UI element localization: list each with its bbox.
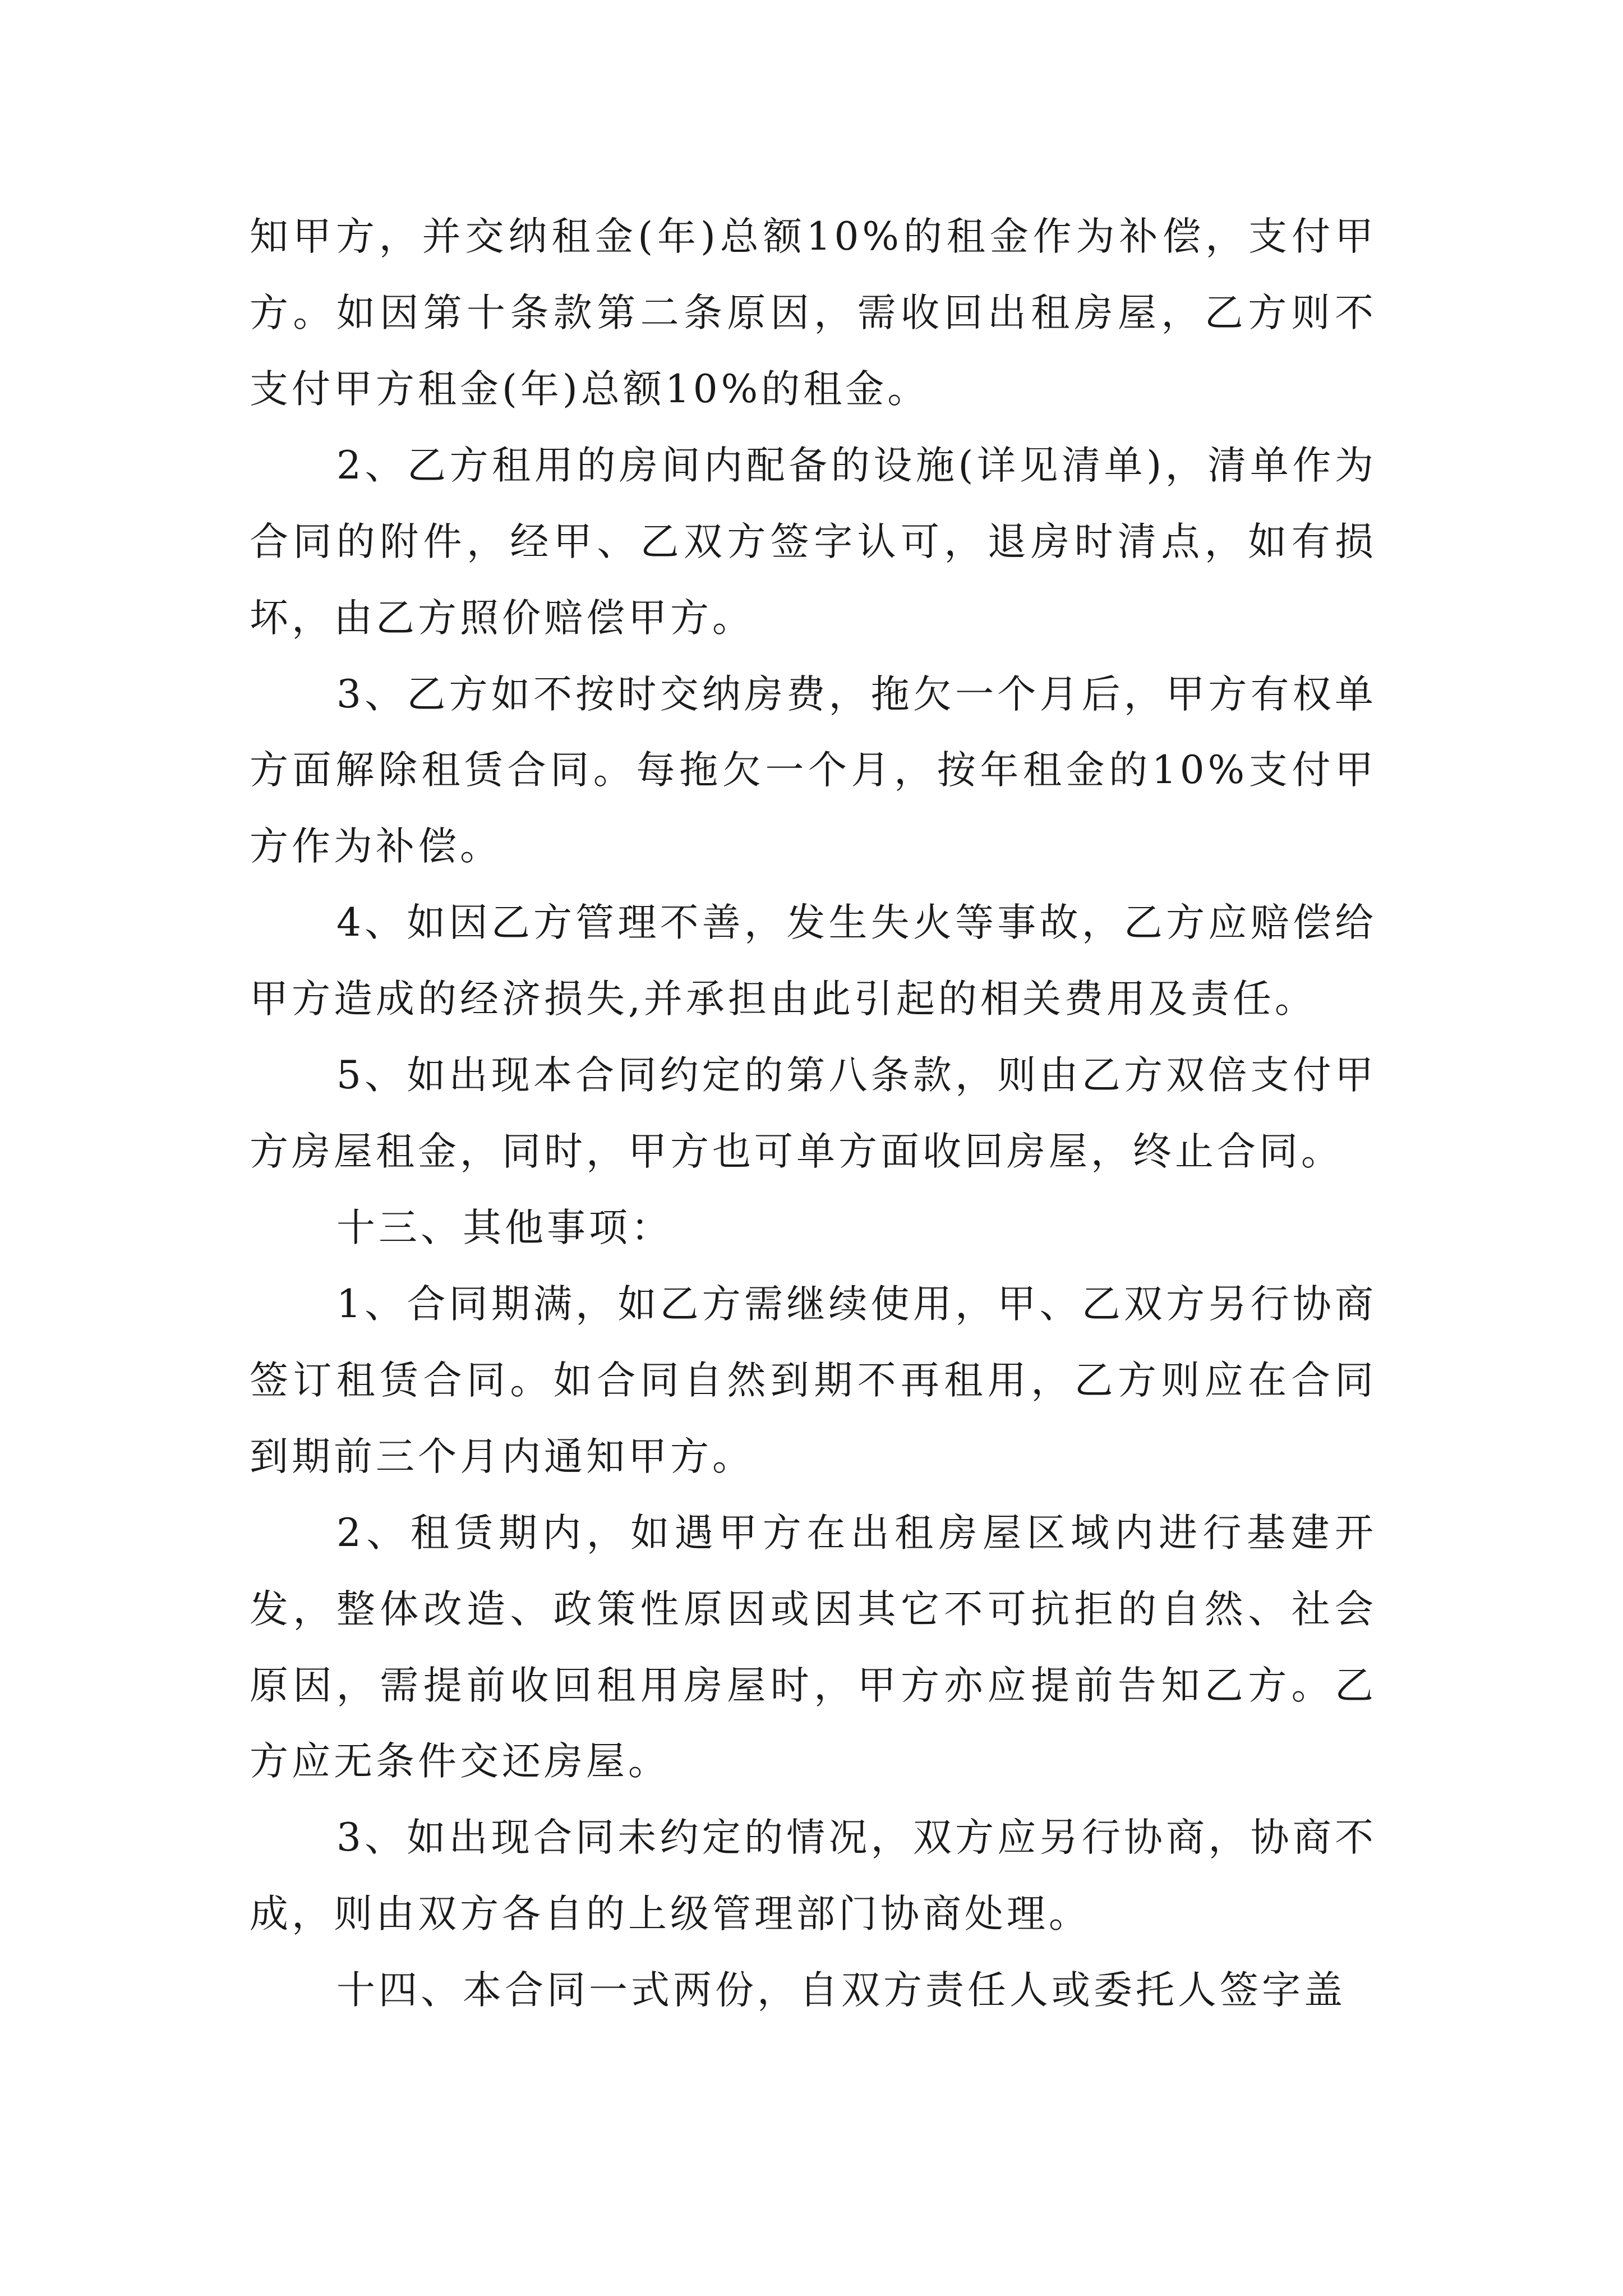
paragraph-contract-expiry: 1、合同期满，如乙方需继续使用，甲、乙双方另行协商签订租赁合同。如合同自然到期不再租用，乙方则应在合同到期前三个月内通知甲方。: [250, 1281, 1377, 1479]
paragraph-late-rent: 3、乙方如不按时交纳房费，拖欠一个月后，甲方有权单方面解除租赁合同。每拖欠一个月，按年租金的10%支付甲方作为补偿。: [250, 671, 1377, 869]
paragraph-article-eight-penalty: 5、如出现本合同约定的第八条款，则由乙方双倍支付甲方房屋租金，同时，甲方也可单方面收回房屋，终止合同。: [250, 1053, 1377, 1175]
paragraph-fire-liability: 4、如因乙方管理不善，发生失火等事故，乙方应赔偿给甲方造成的经济损失,并承担由此引起的相关费用及责任。: [250, 900, 1377, 1022]
paragraph-compensation-continued: 知甲方，并交纳租金(年)总额10%的租金作为补偿，支付甲方。如因第十条款第二条原因，需收回出租房屋，乙方则不支付甲方租金(年)总额10%的租金。: [250, 214, 1377, 412]
paragraph-early-recovery: 2、租赁期内，如遇甲方在出租房屋区域内进行基建开发，整体改造、政策性原因或因其它不可抗拒的自然、社会原因，需提前收回租用房屋时，甲方亦应提前告知乙方。乙方应无条件交还房屋。: [250, 1510, 1377, 1784]
paragraph-unagreed-situations: 3、如出现合同未约定的情况，双方应另行协商，协商不成，则由双方各自的上级管理部门协商处理。: [250, 1815, 1377, 1937]
contract-body: [250, 199, 1377, 2029]
paragraph-copies-signing: 十四、本合同一式两份，自双方责任人或委托人签字盖: [336, 1968, 1346, 2013]
paragraph-facilities-damage: 2、乙方租用的房间内配备的设施(详见清单)，清单作为合同的附件，经甲、乙双方签字认可，退房时清点，如有损坏，由乙方照价赔偿甲方。: [250, 443, 1377, 641]
section-heading-other-matters: 十三、其他事项：: [336, 1205, 673, 1250]
